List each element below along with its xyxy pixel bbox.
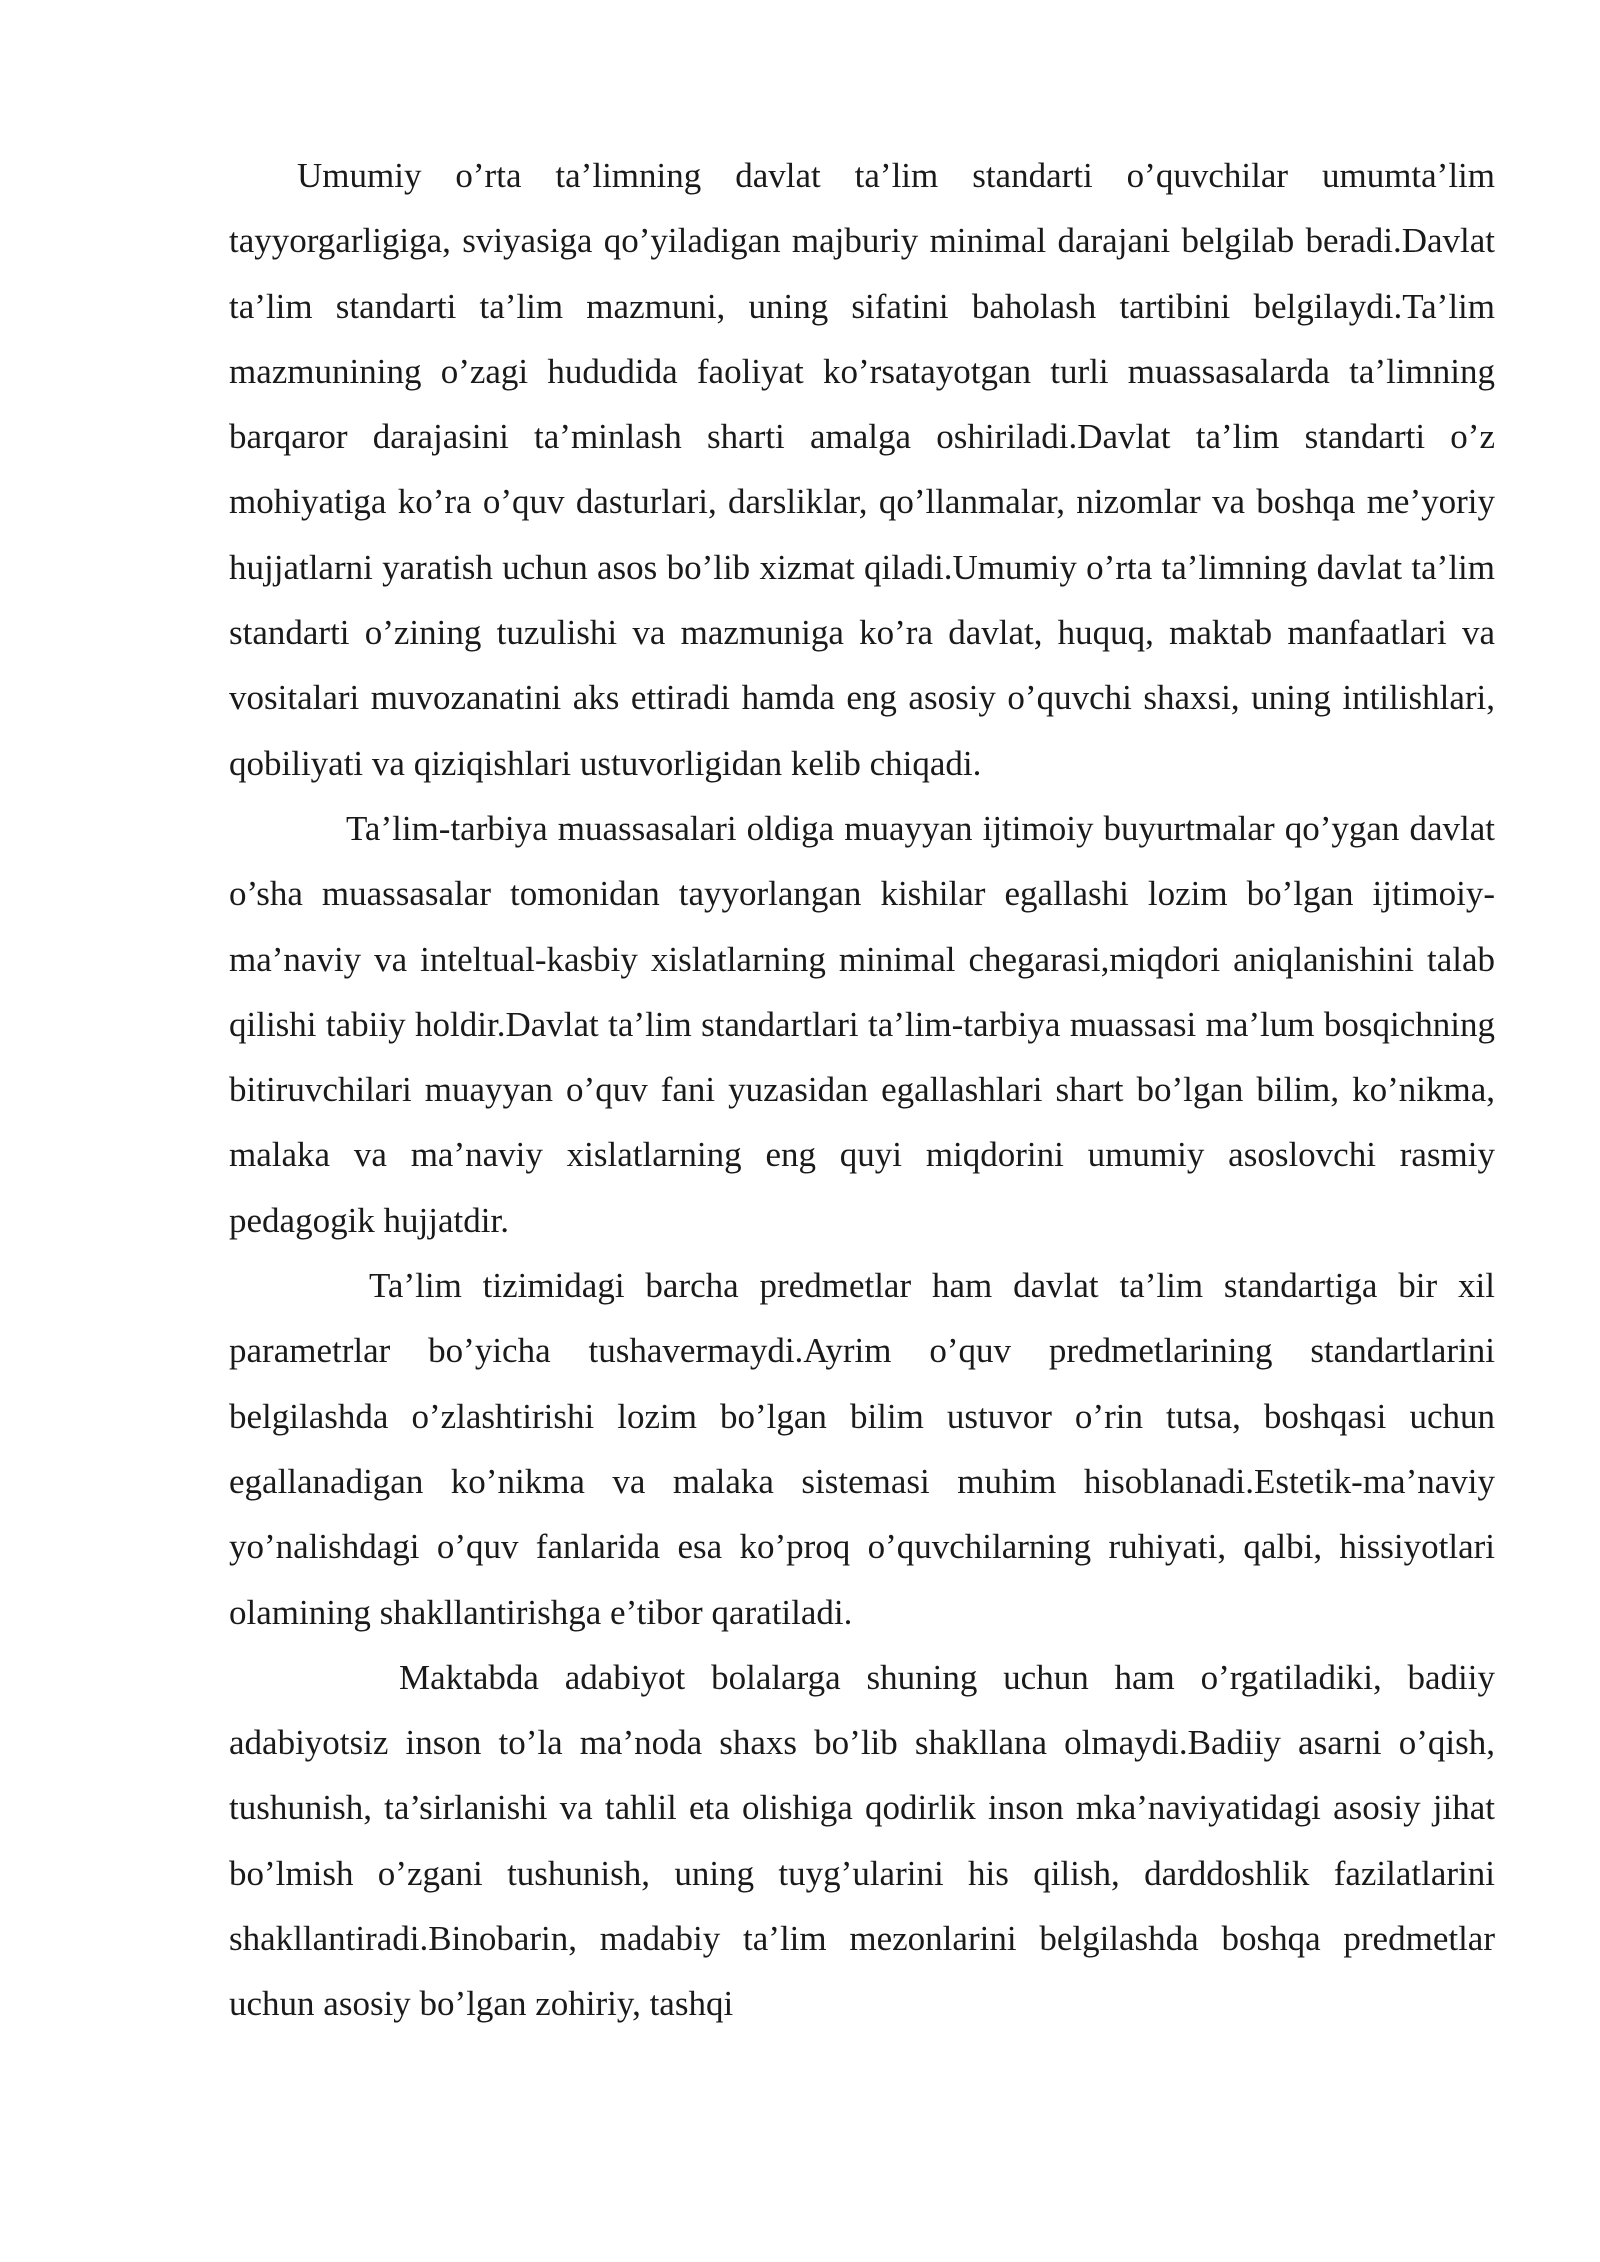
paragraph-4: Maktabda adabiyot bolalarga shuning uchun ham o’rgatiladiki, badiiy adabiyotsiz inson to’la ma’noda shaxs bo’lib shakllana olmaydi.Badiiy asarni o’qish, tushunish, ta’sirlanishi va tahlil eta olishiga qodirlik inson mka’naviyatidagi asosiy jihat bo’lmish o’zgani tushunish, uning tuyg’ularini his qilish, darddoshlik fazilatlarini shakllantiradi.Binobarin, madabiy ta’lim mezonlarini belgilashda boshqa predmetlar uchun asosiy bo’lgan zohiriy, tashqi <box>229 1657 1495 2024</box>
paragraph-3: Ta’lim tizimidagi barcha predmetlar ham davlat ta’lim standartiga bir xil parametrlar bo’yicha tushavermaydi.Ayrim o’quv predmetlarining standartlarini belgilashda o’zlashtirishi lozim bo’lgan bilim ustuvor o’rin tutsa, boshqasi uchun egallanadigan ko’nikma va malaka sistemasi muhim hisoblanadi.Estetik-ma’naviy yo’nalishdagi o’quv fanlarida esa ko’proq o’quvchilarning ruhiyati, qalbi, hissiyotlari olamining shakllantirishga e’tibor qaratiladi. <box>229 1266 1495 1632</box>
paragraph-1: Umumiy o’rta ta’limning davlat ta’lim standarti o’quvchilar umumta’lim tayyorgarligiga, sviyasiga qo’yiladigan majburiy minimal darajani belgilab beradi.Davlat ta’lim standarti ta’lim mazmuni, uning sifatini baholash tartibini belgilaydi.Ta’lim mazmunining o’zagi hududida faoliyat ko’rsatayotgan turli muassasalarda ta’limning barqaror darajasini ta’minlash sharti amalga oshiriladi.Davlat ta’lim standarti o’z mohiyatiga ko’ra o’quv dasturlari, darsliklar, qo’llanmalar, nizomlar va boshqa me’yoriy hujjatlarni yaratish uchun asos bo’lib xizmat qiladi.Umumiy o’rta ta’limning davlat ta’lim standarti o’zining tuzulishi va mazmuniga ko’ra davlat, huquq, maktab manfaatlari va vositalari muvozanatini aks ettiradi hamda eng asosiy o’quvchi shaxsi, uning intilishlari, qobiliyati va qiziqishlari ustuvorligidan kelib chiqadi. <box>229 156 1495 783</box>
document-body <box>229 143 1495 2037</box>
paragraph-2: Ta’lim-tarbiya muassasalari oldiga muayyan ijtimoiy buyurtmalar qo’ygan davlat o’sha muassasalar tomonidan tayyorlangan kishilar egallashi lozim bo’lgan ijtimoiy-ma’naviy va inteltual-kasbiy xislatlarning minimal chegarasi,miqdori aniqlanishini talab qilishi tabiiy holdir.Davlat ta’lim standartlari ta’lim-tarbiya muassasi ma’lum bosqichning bitiruvchilari muayyan o’quv fani yuzasidan egallashlari shart bo’lgan bilim, ko’nikma, malaka va ma’naviy xislatlarning eng quyi miqdorini umumiy asoslovchi rasmiy pedagogik hujjatdir. <box>229 808 1495 1240</box>
